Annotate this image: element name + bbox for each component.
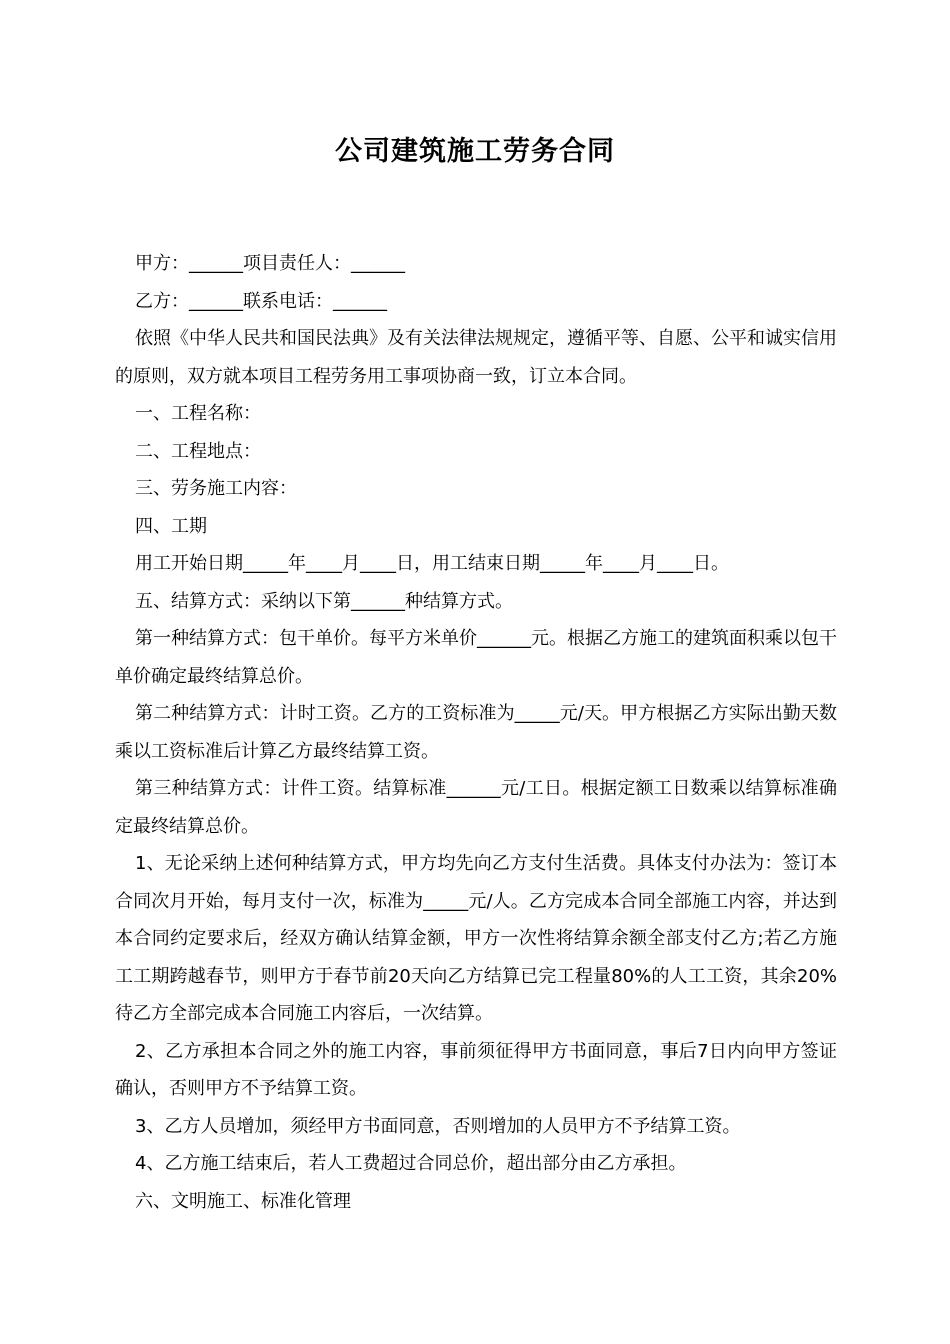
section-project-name: 一、工程名称： — [135, 403, 261, 424]
document-title: 公司建筑施工劳务合同 — [335, 136, 615, 167]
clause-1: 1、无论采纳上述何种结算方式，甲方均先向乙方支付生活费。具体支付办法为：签订本合同次月开始，每月支付一次，标准为_____元/人。乙方完成本合同全部施工内容，并达到本合同约定要求后，经双方确认结算金额，甲方一次性将结算余额全部支付乙方;若乙方施工工期跨越春节，则甲方于春节前20天向乙方结算已完工程量80%的人工工资，其余20%待乙方全部完成本合同施工内容后，一次结算。 — [115, 853, 837, 1024]
settlement-method-2: 第二种结算方式：计时工资。乙方的工资标准为_____元/天。甲方根据乙方实际出勤天数乘以工资标准后计算乙方最终结算工资。 — [115, 703, 837, 762]
document-body — [115, 245, 837, 1220]
section-civilized-construction: 六、文明施工、标准化管理 — [135, 1190, 351, 1212]
duration-dates-line: 用工开始日期_____年____月____日，用工结束日期_____年____月____日。 — [135, 553, 729, 574]
settlement-method-1: 第一种结算方式：包干单价。每平方米单价______元。根据乙方施工的建筑面积乘以包干单价确定最终结算总价。 — [115, 628, 837, 687]
clause-2: 2、乙方承担本合同之外的施工内容，事前须征得甲方书面同意，事后7日内向甲方签证确认，否则甲方不予结算工资。 — [115, 1040, 837, 1099]
settlement-method-3: 第三种结算方式：计件工资。结算标准______元/工日。根据定额工日数乘以结算标准确定最终结算总价。 — [115, 778, 837, 837]
section-duration: 四、工期 — [135, 515, 207, 537]
clause-3: 3、乙方人员增加，须经甲方书面同意，否则增加的人员甲方不予结算工资。 — [135, 1115, 741, 1137]
section-labor-content: 三、劳务施工内容： — [135, 478, 297, 499]
section-project-location: 二、工程地点： — [135, 440, 261, 462]
clause-4: 4、乙方施工结束后，若人工费超过合同总价，超出部分由乙方承担。 — [135, 1153, 687, 1174]
party-a-line: 甲方：______项目责任人：______ — [135, 253, 405, 274]
party-b-line: 乙方：______联系电话：______ — [135, 290, 387, 312]
preamble-paragraph: 依照《中华人民共和国民法典》及有关法律法规规定，遵循平等、自愿、公平和诚实信用的原则，双方就本项目工程劳务用工事项协商一致，订立本合同。 — [115, 328, 837, 387]
section-settlement-method: 五、结算方式：采纳以下第______种结算方式。 — [135, 590, 513, 612]
